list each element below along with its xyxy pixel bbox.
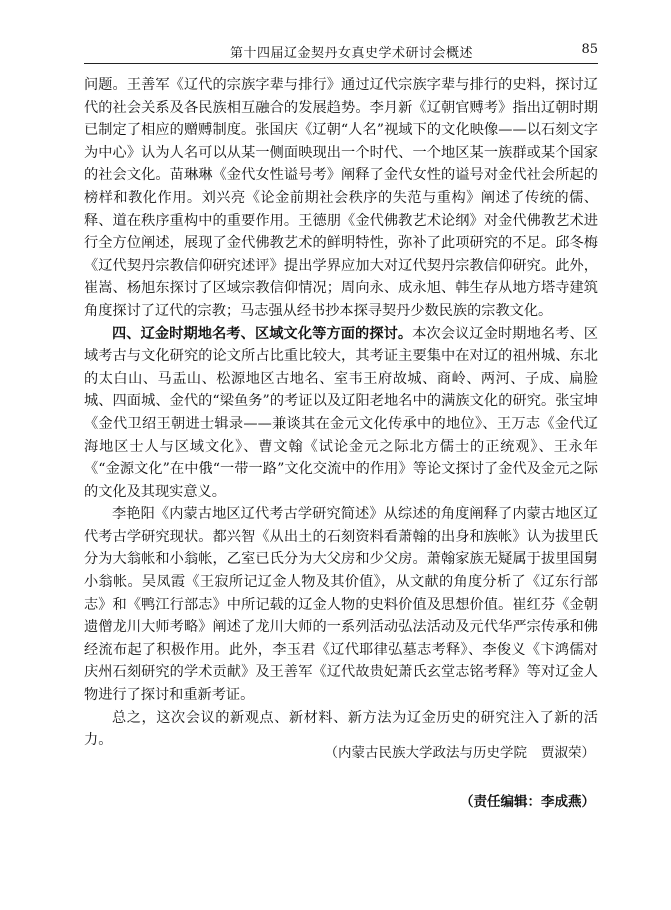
responsible-editor: （责任编辑：李成燕） bbox=[460, 794, 595, 810]
paragraph-1-text: 问题。王善军《辽代的宗族字辈与排行》通过辽代宗族字辈与排行的史料，探讨辽代的社会关系及各民族相互融合的发展趋势。李月新《辽朝官赙考》指出辽朝时期已制定了相应的赠赙制度。张国庆《辽朝“人名”视域下的文化映像——以石刻文字为中心》认为人名可以从某一侧面映现出一个时代、一个地区某一族群或某个国家的社会文化。苗琳琳《金代女性谥号考》阐释了金代女性的谥号对金代社会所起的榜样和教化作用。刘兴亮《论金前期社会秩序的失范与重构》阐述了传统的儒、释、道在秩序重构中的重要作用。王德朋《金代佛教艺术论纲》对金代佛教艺术进行全方位阐述，展现了金代佛教艺术的鲜明特性，弥补了此项研究的不足。邱冬梅《辽代契丹宗教信仰研究述评》提出学界应加大对辽代契丹宗教信仰研究。此外，崔嵩、杨旭东探讨了区域宗教信仰情况；周向永、成永旭、韩生存从地方塔寺建筑角度探讨了辽代的宗教；马志强从经书抄本探寻契丹少数民族的宗教文化。 bbox=[84, 77, 598, 319]
journal-running-title: 第十四届辽金契丹女真史学术研讨会概述 bbox=[230, 46, 474, 61]
page-number: 85 bbox=[581, 42, 598, 57]
header-rule bbox=[84, 63, 598, 64]
paragraph-1 bbox=[84, 74, 598, 323]
article-body bbox=[84, 74, 598, 752]
paragraph-4-text: 总之，这次会议的新观点、新材料、新方法为辽金历史的研究注入了新的活力。 bbox=[84, 709, 598, 749]
paragraph-3-text: 李艳阳《内蒙古地区辽代考古学研究简述》从综述的角度阐释了内蒙古地区辽代考古学研究现状。都兴智《从出土的石刻资料看萧翰的出身和族帐》认为拔里氏分为大翁帐和小翁帐，乙室已氏分为大父房和少父房。萧翰家族无疑属于拔里国舅小翁帐。吴凤霞《王寂所记辽金人物及其价值》，从文献的角度分析了《辽东行部志》和《鸭江行部志》中所记载的辽金人物的史料价值及思想价值。崔红芬《金朝遗僧龙川大师考略》阐述了龙川大师的一系列活动弘法活动及元代华严宗传承和佛经流布起了积极作用。此外，李玉君《辽代耶律弘墓志考释》、李俊义《卞鸿儒对庆州石刻研究的学术贡献》及王善军《辽代故贵妃萧氏玄堂志铭考释》等对辽金人物进行了探讨和重新考证。 bbox=[84, 506, 598, 704]
paragraph-2 bbox=[84, 323, 598, 504]
author-byline bbox=[325, 741, 596, 761]
author-name: 贾淑荣） bbox=[541, 745, 595, 761]
paragraph-2-text: 本次会议辽金时期地名考、区域考古与文化研究的论文所占比重比较大，其考证主要集中在对辽的祖州城、东北的太白山、马盂山、松源地区古地名、室韦王府故城、商岭、两河、子成、扁脸城、四面城、金代的“梁鱼务”的考证以及辽阳老地名中的满族文化的研究。张宝坤《金代卫绍王朝进士辑录——兼谈其在金元文化传承中的地位》、王万志《金代辽海地区士人与区域文化》、曹文翰《试论金元之际北方儒士的正统观》、王永年《“金源文化”在中俄“一带一路”文化交流中的作用》等论文探讨了金代及金元之际的文化及其现实意义。 bbox=[84, 325, 598, 500]
section-heading-4: 四、辽金时期地名考、区域文化等方面的探讨。 bbox=[112, 325, 413, 342]
paragraph-3 bbox=[84, 503, 598, 706]
running-header bbox=[84, 42, 598, 62]
author-affiliation: （内蒙古民族大学政法与历史学院 bbox=[324, 745, 527, 761]
